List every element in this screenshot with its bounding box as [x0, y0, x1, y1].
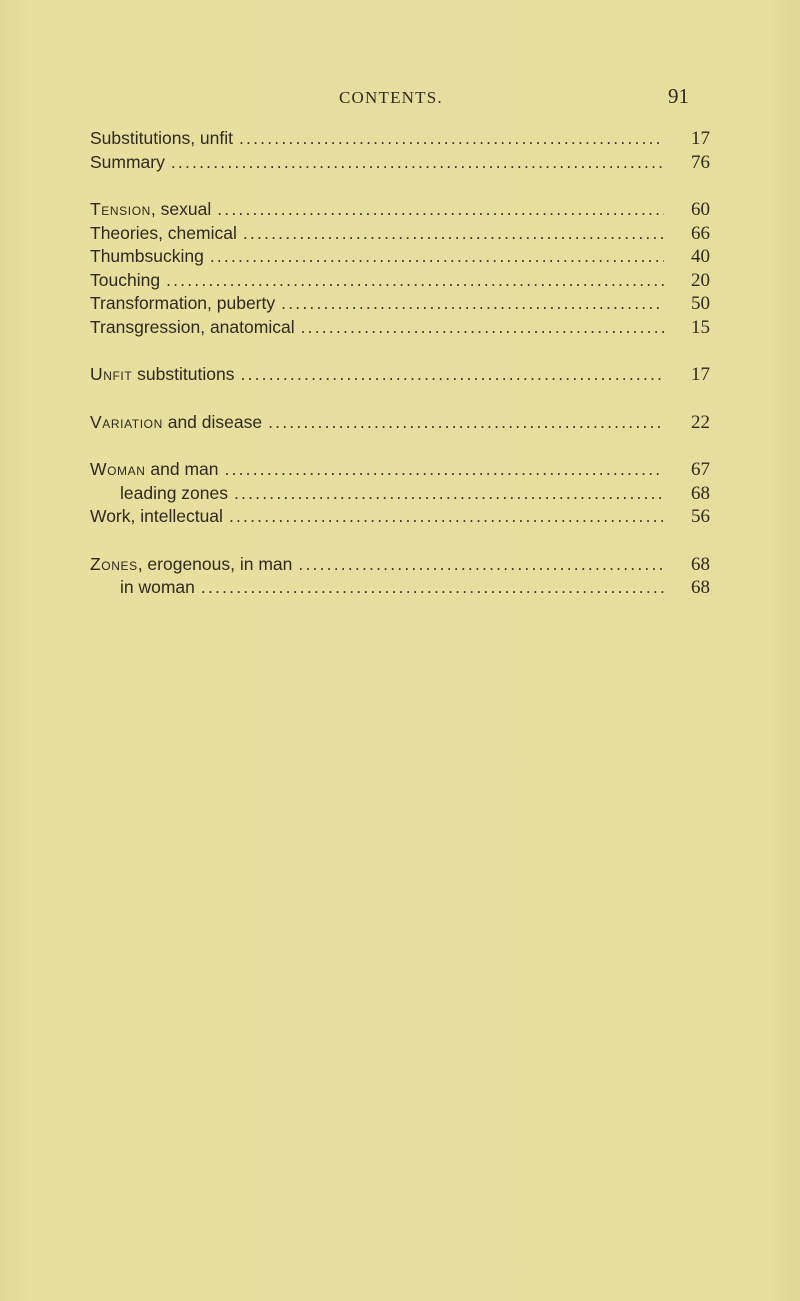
dot-leader [243, 222, 664, 246]
entry-head: Tension [90, 199, 151, 219]
entry-text: Summary [90, 151, 165, 172]
entry-text: Substitutions, unfit [90, 128, 233, 148]
dot-leader [217, 198, 664, 222]
running-title: CONTENTS. [339, 88, 443, 107]
index-entry [90, 269, 710, 293]
dot-leader [229, 505, 664, 529]
dot-leader [171, 151, 664, 175]
dot-leader [166, 269, 664, 293]
page-header [0, 84, 800, 112]
index-entry [90, 316, 710, 340]
entry-text: Transgression, anatomical [90, 316, 295, 337]
entry-text: Touching [90, 269, 161, 290]
index-entry [90, 245, 710, 269]
entry-text: , sexual [150, 199, 212, 219]
index-entry [90, 411, 710, 435]
entry-text: leading zones [120, 482, 228, 503]
entry-page: 17 [691, 364, 710, 385]
entry-page: 50 [691, 293, 710, 314]
entry-text: in woman [120, 577, 195, 597]
dot-leader [298, 553, 664, 577]
dot-leader [301, 316, 664, 340]
entry-text: Theories, chemical [90, 222, 237, 243]
entry-page: 66 [691, 222, 710, 244]
index-entry [90, 151, 710, 175]
entry-head: Zones [90, 553, 138, 574]
entry-head: Unfit [90, 364, 133, 384]
dot-leader [281, 292, 664, 316]
dot-leader [240, 363, 664, 387]
entry-page: 17 [691, 128, 710, 149]
entry-text: substitutions [132, 364, 235, 384]
entry-text: and man [145, 459, 219, 479]
entry-page: 15 [691, 316, 710, 338]
entry-page: 60 [691, 199, 710, 220]
index-entry [90, 505, 710, 529]
dot-leader [268, 411, 664, 435]
index-subentry [90, 482, 710, 506]
page-number: 91 [668, 84, 689, 108]
entry-text: Transformation, puberty [90, 293, 276, 313]
entry-page: 20 [691, 269, 710, 291]
index-entry [90, 127, 710, 151]
index-entry [90, 198, 710, 222]
index-entry [90, 363, 710, 387]
entry-text: , erogenous, in man [137, 553, 293, 574]
entry-page: 68 [691, 553, 710, 575]
entry-page: 68 [691, 577, 710, 598]
entry-text: and disease [162, 411, 263, 432]
entry-page: 76 [691, 151, 710, 173]
dot-leader [225, 458, 665, 482]
index-entry [90, 458, 710, 482]
entry-head: Variation [90, 411, 163, 432]
index-list [90, 127, 710, 600]
dot-leader [210, 245, 664, 269]
index-entry [90, 553, 710, 577]
entry-head: Woman [90, 459, 146, 479]
dot-leader [239, 127, 664, 151]
dot-leader [201, 576, 664, 600]
entry-page: 56 [691, 506, 710, 527]
index-subentry [90, 576, 710, 600]
entry-page: 68 [691, 482, 710, 504]
entry-text: Thumbsucking [90, 246, 204, 266]
entry-page: 22 [691, 411, 710, 433]
entry-text: Work, intellectual [90, 506, 223, 526]
index-entry [90, 222, 710, 246]
index-entry [90, 292, 710, 316]
dot-leader [234, 482, 664, 506]
entry-page: 67 [691, 459, 710, 480]
entry-page: 40 [691, 246, 710, 267]
